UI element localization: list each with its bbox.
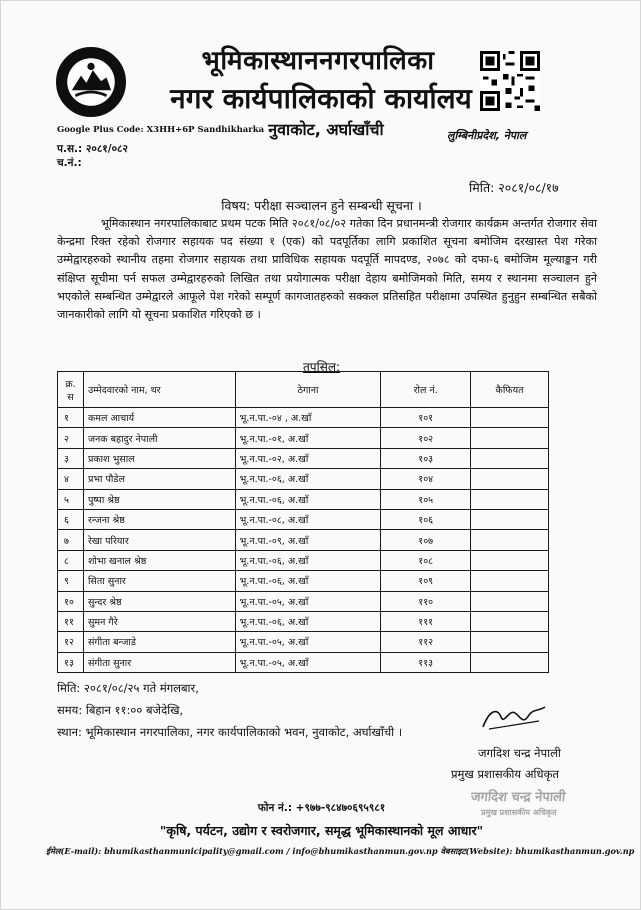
serial-cell: १ bbox=[58, 408, 84, 428]
column-header: क्र. स bbox=[58, 372, 84, 408]
officer-name: जगदिश चन्द्र नेपाली bbox=[478, 746, 561, 760]
remark-cell bbox=[471, 550, 549, 570]
office-name: नगर कार्यपालिकाको कार्यालय bbox=[170, 82, 472, 115]
roll-cell: ११२ bbox=[381, 632, 471, 652]
address-cell: भू.न.पा.-०१, अ.खाँ bbox=[235, 428, 381, 448]
table-row bbox=[58, 550, 549, 570]
address-cell: भू.न.पा.-०८, अ.खाँ bbox=[235, 509, 381, 529]
name-cell: सुन्दर श्रेष्ठ bbox=[83, 591, 235, 611]
serial-cell: ३ bbox=[58, 448, 84, 468]
remark-cell bbox=[471, 632, 549, 652]
notice-body: भूमिकास्थान नगरपालिकाबाट प्रथम पटक मिति २०८१/०८/०२ गतेका दिन प्रधानमन्त्री रोजगार कार्यक्रम अन्तर्गत रोजगार सेवा केन्द्रमा रिक्त रहेको रोजगार सहायक पद संख्या १ (एक) को पदपूर्तिका लागि प्रकाशित सूचना बमोजिम दरखास्त पेश गरेका उम्मेद्वारहरुको स्थानीय तहमा रोजगार सहायक तथा प्राविधिक सहायक पदपूर्ति मापदण्ड, २०७८ को दफा-६ बमोजिम मूल्याङ्कन गरी संक्षिप्त सूचीमा पर्न सफल उम्मेद्वारहरुको लिखित तथा प्रयोगात्मक परीक्षा देहाय बमोजिमको मिति, समय र स्थानमा सञ्चालन हुने भएकोले सम्बन्धित उम्मेद्वारले आफूले पेश गरेको सम्पूर्ण कागजातहरुको सक्कल प्रतिसहित परीक्षामा उपस्थित हुनुहुन सम्बन्धित सबैको जानकारीको लागि यो सूचना प्रकाशित गरिएको छ । bbox=[57, 217, 597, 322]
serial-cell: ७ bbox=[58, 530, 84, 550]
candidate-rows bbox=[58, 408, 549, 673]
name-cell: सुमन गैरे bbox=[83, 611, 235, 631]
notice-date: मिति: २०८१/०८/१७ bbox=[469, 180, 559, 195]
table-row bbox=[58, 408, 549, 428]
candidate-table bbox=[57, 371, 549, 673]
address-cell: भू.न.पा.-०५, अ.खाँ bbox=[235, 591, 381, 611]
plus-code: Google Plus Code: X3HH+6P Sandhikharka bbox=[57, 125, 265, 135]
roll-cell: १०७ bbox=[381, 530, 471, 550]
roll-cell: १११ bbox=[381, 611, 471, 631]
remark-cell bbox=[471, 509, 549, 529]
remark-cell bbox=[471, 571, 549, 591]
serial-cell: १० bbox=[58, 591, 84, 611]
dispatch-number: च.नं.: bbox=[57, 157, 82, 169]
column-header: ठेगाना bbox=[235, 372, 381, 408]
qr-code-icon bbox=[480, 51, 540, 111]
name-cell: प्रभा पौडेल bbox=[83, 469, 235, 489]
table-row bbox=[58, 611, 549, 631]
roll-cell: १०१ bbox=[381, 408, 471, 428]
roll-cell: १०८ bbox=[381, 550, 471, 570]
serial-cell: ४ bbox=[58, 469, 84, 489]
reference-number: प.स.: २०८१/०८२ bbox=[57, 143, 128, 155]
stamp-name: जगदिश चन्द्र नेपाली bbox=[470, 790, 567, 805]
serial-cell: ६ bbox=[58, 509, 84, 529]
remark-cell bbox=[471, 591, 549, 611]
column-header: उम्मेदवारको नाम, थर bbox=[83, 372, 235, 408]
motto: "कृषि, पर्यटन, उद्योग र स्वरोजगार, समृद्ध भूमिकास्थानको मूल आधार" bbox=[159, 823, 484, 838]
serial-cell: १२ bbox=[58, 632, 84, 652]
address-cell: भू.न.पा.-०६, अ.खाँ bbox=[235, 550, 381, 570]
roll-cell: १०४ bbox=[381, 469, 471, 489]
roll-cell: ११० bbox=[381, 591, 471, 611]
address-cell: भू.न.पा.-०६, अ.खाँ bbox=[235, 611, 381, 631]
roll-cell: ११३ bbox=[381, 652, 471, 672]
serial-cell: ५ bbox=[58, 489, 84, 509]
name-cell: सिता सुनार bbox=[83, 571, 235, 591]
remark-cell bbox=[471, 611, 549, 631]
roll-cell: १०२ bbox=[381, 428, 471, 448]
table-row bbox=[58, 632, 549, 652]
address-cell: भू.न.पा.-०६, अ.खाँ bbox=[235, 489, 381, 509]
address-cell: भू.न.पा.-०६, अ.खाँ bbox=[235, 469, 381, 489]
name-cell: जनक बहादुर नेपाली bbox=[83, 428, 235, 448]
remark-cell bbox=[471, 469, 549, 489]
table-row bbox=[58, 530, 549, 550]
signature-mark bbox=[479, 703, 549, 733]
serial-cell: १३ bbox=[58, 652, 84, 672]
remark-cell bbox=[471, 448, 549, 468]
office-address: नुवाकोट, अर्घाखाँची bbox=[268, 120, 384, 139]
table-row bbox=[58, 509, 549, 529]
remark-cell bbox=[471, 652, 549, 672]
roll-cell: १०६ bbox=[381, 509, 471, 529]
address-cell: भू.न.पा.-०२, अ.खाँ bbox=[235, 448, 381, 468]
roll-cell: १०३ bbox=[381, 448, 471, 468]
name-cell: संगीता बन्जाडे bbox=[83, 632, 235, 652]
exam-venue: स्थान: भूमिकास्थान नगरपालिका, नगर कार्यपालिकाको भवन, नुवाकोट, अर्घाखाँची । bbox=[57, 725, 403, 739]
name-cell: रेखा परियार bbox=[83, 530, 235, 550]
emblem-icon bbox=[56, 47, 126, 117]
annex-title: तपसिल: bbox=[302, 360, 341, 374]
column-header: कैफियत bbox=[471, 372, 549, 408]
name-cell: रन्जना श्रेष्ठ bbox=[83, 509, 235, 529]
column-header: रोल नं. bbox=[381, 372, 471, 408]
table-row bbox=[58, 428, 549, 448]
address-cell: भू.न.पा.-०६, अ.खाँ bbox=[235, 571, 381, 591]
remark-cell bbox=[471, 408, 549, 428]
remark-cell bbox=[471, 530, 549, 550]
table-row bbox=[58, 489, 549, 509]
serial-cell: २ bbox=[58, 428, 84, 448]
serial-cell: ९ bbox=[58, 571, 84, 591]
table-row bbox=[58, 571, 549, 591]
remark-cell bbox=[471, 428, 549, 448]
table-row bbox=[58, 591, 549, 611]
notice-subject: विषय: परीक्षा सञ्चालन हुने सम्बन्धी सूचना । bbox=[221, 198, 422, 213]
table-row bbox=[58, 469, 549, 489]
officer-title: प्रमुख प्रशासकीय अधिकृत bbox=[451, 767, 559, 781]
contact-line: ईमेल(E-mail): bhumikasthanmunicipality@gmail.com / info@bhumikasthanmun.gov.np वेबसाइट(Website): bhumikasthanmun.gov.np bbox=[46, 846, 635, 856]
exam-date: मिति: २०८१/०८/२५ गते मंगलबार, bbox=[57, 681, 199, 695]
address-cell: भू.न.पा.-०५, अ.खाँ bbox=[235, 652, 381, 672]
name-cell: कमल आचार्य bbox=[83, 408, 235, 428]
organization-name: भूमिकास्थाननगरपालिका bbox=[201, 46, 435, 76]
serial-cell: ८ bbox=[58, 550, 84, 570]
phone-number: फोन नं.: +९७७-९८४७०६९५९८१ bbox=[257, 802, 386, 814]
stamp-title: प्रमुख प्रशासकीय अधिकृत bbox=[481, 808, 557, 817]
exam-details bbox=[57, 677, 402, 743]
table-row bbox=[58, 448, 549, 468]
name-cell: पुष्पा श्रेष्ठ bbox=[83, 489, 235, 509]
address-cell: भू.न.पा.-०५, अ.खाँ bbox=[235, 632, 381, 652]
serial-cell: ११ bbox=[58, 611, 84, 631]
name-cell: प्रकाश भुसाल bbox=[83, 448, 235, 468]
remark-cell bbox=[471, 489, 549, 509]
name-cell: संगीता सुनार bbox=[83, 652, 235, 672]
address-cell: भू.न.पा.-०४ , अ.खाँ bbox=[235, 408, 381, 428]
table-row bbox=[58, 652, 549, 672]
table-header-row bbox=[58, 372, 549, 408]
address-cell: भू.न.पा.-०९, अ.खाँ bbox=[235, 530, 381, 550]
roll-cell: १०९ bbox=[381, 571, 471, 591]
exam-time: समय: बिहान ११:०० बजेदेखि, bbox=[57, 703, 184, 717]
name-cell: शोभा खनाल श्रेष्ठ bbox=[83, 550, 235, 570]
province-line: लुम्बिनीप्रदेश, नेपाल bbox=[447, 129, 527, 142]
roll-cell: १०५ bbox=[381, 489, 471, 509]
